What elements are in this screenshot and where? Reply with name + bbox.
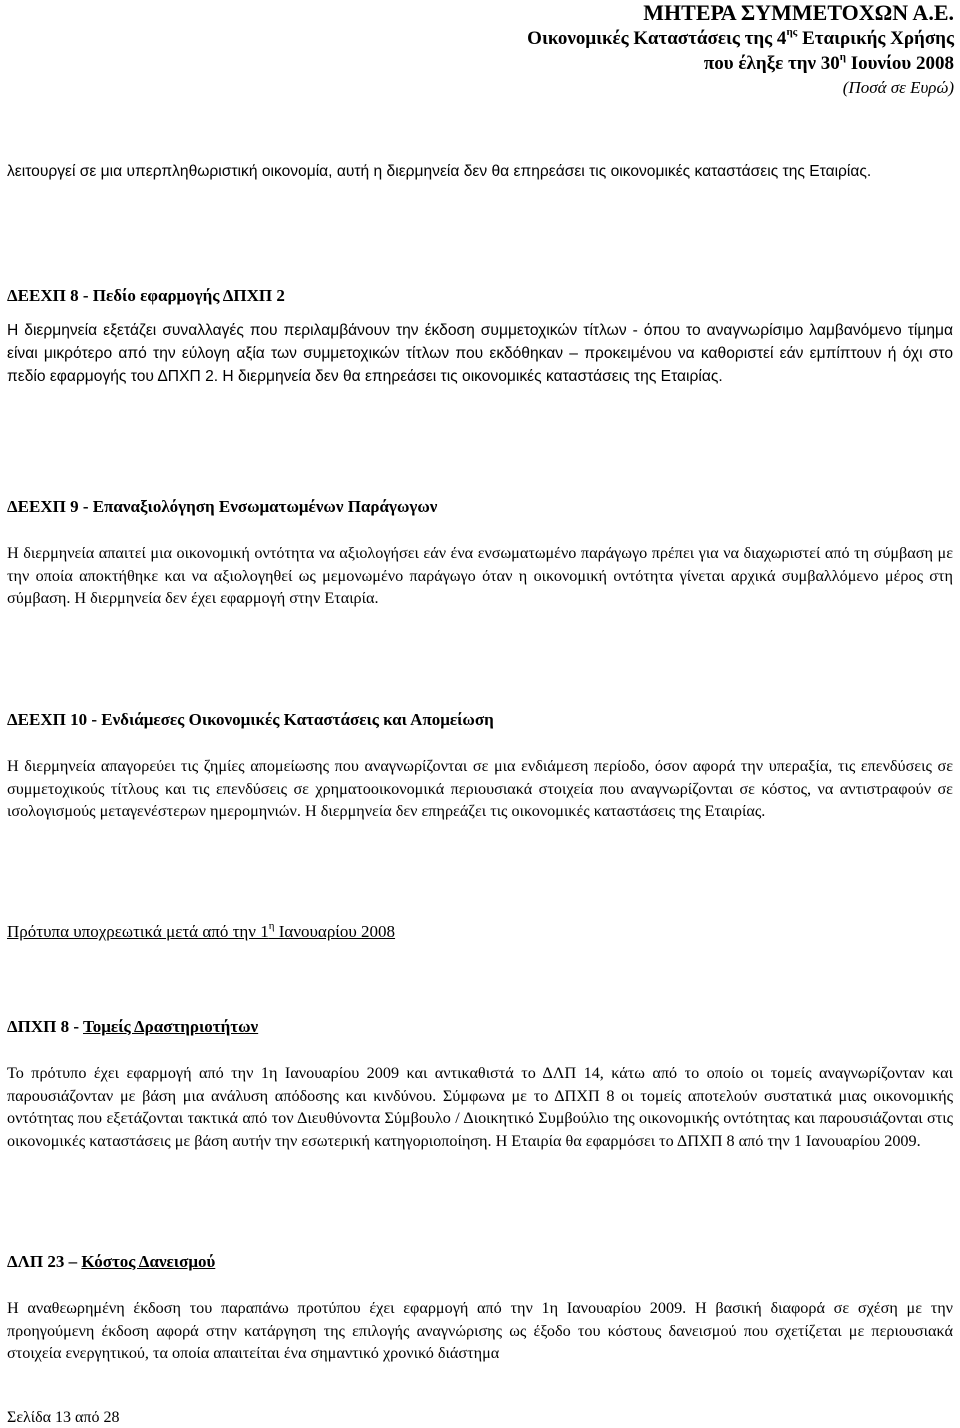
standard-dpxp-8-body-block [7,1062,953,1152]
standard-dlp-23 [7,1251,953,1273]
section-heading: ΔΕΕΧΠ 8 - Πεδίο εφαρμογής ΔΠΧΠ 2 [7,286,285,305]
standards-subtitle: Πρότυπα υποχρεωτικά μετά από την $1^\eta$ Ιανουαρίου 2008 [7,920,396,941]
statements-title: Οικονομικές Καταστάσεις της $4^{\eta\varsigma}$ Εταιρικής Χρήσης [527,26,954,49]
currency-note: (Ποσά σε Ευρώ) [842,78,954,97]
standard-body: Η αναθεωρημένη έκδοση του παραπάνω προτύπου έχει εφαρμογή από την 1η Ιανουαρίου 2009. Η βασική διαφορά σε σχέση με την προηγούμενη έκδοση αφορά στην κατάργηση της επιλογής αναγνώρισης ως έξοδο του κόστους δανεισμού που σχετίζεται με περιουσιακά στοιχεία ενεργητικού, τα οποία απαιτείται ένα σημαντικό χρονικό διάστημα [7,1299,953,1363]
section-body: Η διερμηνεία απαγορεύει τις ζημίες απομείωσης που αναγνωρίζονται σε μια ενδιάμεση περίοδο, όσον αφορά την υπεραξία, τις επενδύσεις σε συμμετοχικούς τίτλους και τις επενδύσεις σε χρηματοοικονομικά περιουσιακά στοιχεία που αναγνωρίζονται σε κόστος, να αντιστραφούν σε ισολογισμούς μεταγενέστερων ημερομηνιών. Η διερμηνεία δεν επηρεάζει τις οικονομικές καταστάσεις της Εταιρίας. [7,757,953,821]
section-heading: ΔΕΕΧΠ 9 - Επαναξιολόγηση Ενσωματωμένων Παράγωγων [7,497,438,516]
section-deexp-9-body-block [7,542,953,610]
page-header [527,0,954,100]
section-deexp-8 [7,285,953,307]
section-body: Η διερμηνεία εξετάζει συναλλαγές που περιλαμβάνουν την έκδοση συμμετοχικών τίτλων - όπου το αναγνωρίσιμο λαμβανόμενο τίμημα είναι μικρότερο από την εύλογη αξία των συμμετοχικών τίτλων που εκδόθηκαν – προκειμένου να καθοριστεί εάν εμπίπτουν ή όχι στο πεδίο εφαρμογής του ΔΠΧΠ 2. Η διερμηνεία δεν θα επηρεάσει τις οικονομικές καταστάσεις της Εταιρίας. [7,322,953,385]
period-end-date: που έληξε την $30^\eta$ Ιουνίου 2008 [703,51,954,74]
standard-body: Το πρότυπο έχει εφαρμογή από την 1η Ιανουαρίου 2009 και αντικαθιστά το ΔΛΠ 14, κάτω από το οποίο οι τομείς αναγνωρίζονταν και παρουσιάζονταν με βάση μια ανάλυση απόδοσης και κινδύνου. Σύμφωνα με το ΔΠΧΠ 8 οι τομείς αποτελούν συστατικά μιας οικονομικής οντότητας που εξετάζονται τακτικά από τον Διευθύνοντα Σύμβουλο / Διοικητικό Συμβούλιο της οικονομικής οντότητας και παρουσιάζονται στις οικονομικές καταστάσεις με βάση αυτήν την εσωτερική κατηγοριοποίηση. Η Εταιρία θα εφαρμόσει το ΔΠΧΠ 8 από την 1 Ιανουαρίου 2009. [7,1064,953,1150]
intro-paragraph: λειτουργεί σε μια υπερπληθωριστική οικονομία, αυτή η διερμηνεία δεν θα επηρεάσει τις οικονομικές καταστάσεις της Εταιρίας. [7,163,872,180]
section-deexp-9 [7,496,953,518]
section-deexp-10 [7,709,953,731]
standards-title-block [7,921,953,943]
page-number: Σελίδα 13 από 28 [7,1409,120,1426]
standard-heading: ΔΛΠ 23 – Κόστος Δανεισμού [7,1252,216,1271]
standard-heading: ΔΠΧΠ 8 - Τομείς Δραστηριοτήτων [7,1017,259,1036]
section-deexp-8-body-block [7,320,953,388]
standard-dpxp-8 [7,1016,953,1038]
section-heading: ΔΕΕΧΠ 10 - Ενδιάμεσες Οικονομικές Καταστάσεις και Απομείωση [7,710,494,729]
standard-dlp-23-body-block [7,1297,953,1365]
section-deexp-10-body-block [7,755,953,823]
section-body: Η διερμηνεία απαιτεί μια οικονομική οντότητα να αξιολογήσει εάν ένα ενσωματωμένο παράγωγο πρέπει για να διαχωριστεί από τη σύμβαση με την οποία αποκτήθηκε και να αξιολογηθεί ως μεμονωμένο παράγωγο όταν η οικονομική οντότητα γίνεται αρχικά συμβαλλόμενο μέρος στη σύμβαση. Η διερμηνεία δεν έχει εφαρμογή στην Εταιρία. [7,544,953,608]
company-name: ΜΗΤΕΡΑ ΣΥΜΜΕΤΟΧΩΝ Α.Ε. [643,0,954,25]
intro-paragraph-block [7,161,953,184]
